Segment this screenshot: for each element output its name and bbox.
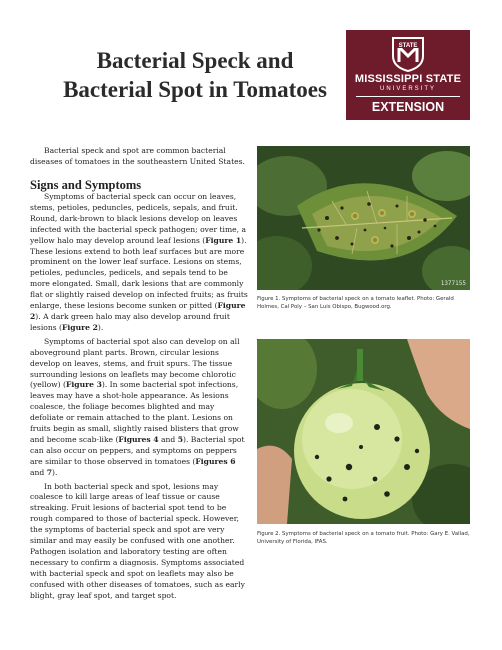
figure-1-caption: Figure 1. Symptoms of bacterial speck on a tomato leaflet. Photo: Gerald Holmes, Cal Poly – San Luis Obispo, Bugwood.org. <box>257 296 454 310</box>
paragraph-speck-symptoms: Symptoms of bacterial speck can occur on leaves, stems, petioles, peduncles, pedicels, sepals, and fruit. Round, dark-brown to black lesions develop on leaves infected with the bacterial speck pathogen; over time, a yellow halo may develop around leaf lesions (Figure 1). These lesions extend to both leaf surfaces but are more prominent on the lower leaf surface. Lesions on stems, petioles, peduncles, pedicels, and sepals tend to be more elongated. Small, dark lesions that are commonly flat or slightly raised develop on infected fruits; as fruits enlarge, these lesions become sunken or pitted (Figure 2). A dark green halo may also develop around fruit lesions (Figure 2). <box>30 192 248 332</box>
figure-1-leaflet-photo <box>257 146 470 290</box>
logo-subtitle: UNIVERSITY <box>379 86 436 92</box>
figure-ref: Figures 4 <box>118 434 159 444</box>
figure-ref: Figure 3 <box>66 380 102 390</box>
figure-ref: Figures 6 <box>195 456 236 466</box>
figure-ref: Figure 1 <box>205 235 242 245</box>
shield-text: STATE <box>398 43 418 49</box>
figure-ref: 5 <box>177 434 183 444</box>
body-text <box>30 192 248 605</box>
figure-ref: Figure 2 <box>30 301 246 321</box>
logo-division: EXTENSION <box>371 100 445 114</box>
figure-ref: Figure 2 <box>61 322 98 332</box>
photo-watermark: 1377155 <box>440 280 466 287</box>
title-line-2: Bacterial Spot in Tomatoes <box>63 77 327 102</box>
msu-extension-logo <box>346 30 470 120</box>
paragraph-comparison: In both bacterial speck and spot, lesions may coalesce to kill large areas of leaf tissue or cause streaking. Fruit lesions of bacterial spot tend to be rough compared to those of bacterial speck. However, the symptoms of bacterial speck and spot are very similar and may easily be confused with one another. Pathogen isolation and laboratory testing are often necessary to confirm a diagnosis. Symptoms associated with bacterial speck and spot on leaflets may also be confused with other diseases of tomatoes, such as early blight, gray leaf spot, and target spot. <box>30 481 245 600</box>
intro-paragraph: Bacterial speck and spot are common bacterial diseases of tomatoes in the southeastern United States. <box>30 146 245 166</box>
logo-divider <box>356 96 460 97</box>
title-line-1: Bacterial Speck and <box>96 48 294 73</box>
paragraph-spot-symptoms: Symptoms of bacterial spot also can develop on all aboveground plant parts. Brown, circular lesions develop on leaves, stems, and fruit spurs. The tissue surrounding lesions on leaflets may become chlorotic (yellow) (Figure 3). In some bacterial spot infections, leaves may have a shot-hole appearance. As lesions coalesce, the foliage becomes blighted and may defoliate or remain attached to the plant. Lesions on fruits begin as small, slightly raised blisters that grow and become scab-like (Figures 4 and 5). Bacterial spot can also occur on peppers, and symptoms on peppers are similar to those observed in tomatoes (Figures 6 and 7). <box>30 336 245 477</box>
figure-2-fruit-photo <box>257 339 470 524</box>
figure-ref: 7 <box>46 467 52 477</box>
msu-shield-icon <box>391 36 425 72</box>
figure-2-caption: Figure 2. Symptoms of bacterial speck on a tomato fruit. Photo: Gary E. Vallad, University of Florida, IFAS. <box>257 531 470 545</box>
section-heading: Signs and Symptoms <box>30 178 142 192</box>
document-title <box>50 46 340 104</box>
logo-university: MISSISSIPPI STATE <box>354 73 462 85</box>
